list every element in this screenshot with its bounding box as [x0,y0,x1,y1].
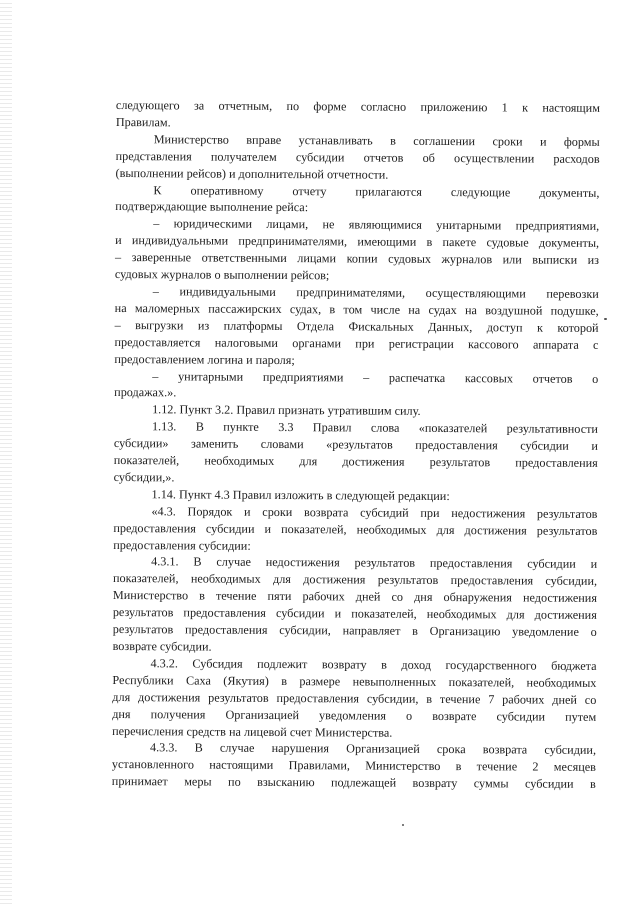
text-line: 4.3.3. В случае нарушения Организацией срока возврата субсидии, [149,740,597,758]
text-line: – заверенные ответственными лицами копии судовых журналов или выписки из [114,250,600,268]
text-line: подтверждающие выполнение рейса: [115,199,309,215]
text-line: дня получения Организацией уведомления о возврате субсидии путем [112,706,597,724]
text-line: 1.14. Пункт 4.3 Правил изложить в следующей редакции: [151,487,450,503]
text-line: субсидии,». [113,469,175,485]
text-line: Министерство в течение пяти рабочих дней со дня обнаружения недостижения [112,588,597,606]
scan-speck [402,824,404,826]
text-line: Правилам. [115,114,171,130]
text-line: показателей, необходимых для достижения результатов предоставления [113,453,598,470]
text-line: Министерство вправе устанавливать в соглашении сроки и формы [153,132,600,149]
text-line: возврате субсидии. [112,638,212,654]
text-line: Республики Саха (Якутия) в размере невыполненных показателей, необходимых [112,672,597,690]
document-body [112,97,600,793]
text-line: и индивидуальными предпринимателями, имеющими в пакете судовые документы, [115,233,600,251]
text-line: предоставляется налоговыми органами при регистрации кассового аппарата с [114,334,599,352]
text-line: перечисления средств на лицевой счет Министерства. [112,723,393,740]
text-line: результатов предоставления субсидии и показателей, необходимых для достижения [112,605,597,623]
text-line: 4.3.1. В случае недостижения результатов предоставления субсидии и [151,554,598,572]
text-line: установленного настоящими Правилами, Министерство в течение 2 месяцев [111,757,596,775]
scan-speck [604,318,607,320]
text-line: следующего за отчетным, по форме согласно приложению 1 к настоящим [115,97,600,115]
text-line: 4.3.2. Субсидия подлежит возврату в доход государственного бюджета [150,656,597,673]
text-line: – унитарными предприятиями – распечатка кассовых отчетов о [152,368,599,386]
text-line: (выполнении рейсов) и дополнительной отчетности. [115,165,389,182]
scan-edge-noise [0,0,12,905]
text-line: предоставления субсидии: [113,537,251,553]
text-line: на маломерных пассажирских судах, в том числе на судах на воздушной подушке, [114,300,599,318]
text-line: 1.12. Пункт 3.2. Правил признать утратившим силу. [152,402,421,419]
text-line: – индивидуальными предпринимателями, осуществляющими перевозки [152,284,599,301]
text-line: для достижения результатов предоставления субсидии, в течение 7 рабочих дней со [112,689,597,707]
text-line: 1.13. В пункте 3.3 Правил слова «показателей результативности [151,419,599,437]
text-line: предоставления субсидии и показателей, необходимых для достижения результатов [113,520,598,538]
text-line: судовых журналов о выполнении рейсов; [114,267,330,283]
text-line: К оперативному отчету прилагаются следующие документы, [153,182,600,200]
text-line: предоставлением логина и пароля; [114,351,295,367]
text-line: – юридическими лицами, не являющимися унитарными предприятиями, [153,216,600,234]
text-line: результатов предоставления субсидии, направляет в Организацию уведомление о [112,622,597,640]
text-line: субсидии» заменить словами «результатов предоставления субсидии и [113,436,598,454]
text-line: – выгрузки из платформы Отдела Фискальных Данных, доступ к которой [114,317,599,335]
text-line: показателей, необходимых для достижения результатов предоставления субсидии, [113,571,598,589]
text-line: «4.3. Порядок и сроки возврата субсидий при недостижения результатов [151,503,598,521]
text-line: принимает меры по взысканию подлежащей возврату суммы субсидии в [111,774,596,792]
text-line: продажах.». [114,385,177,400]
text-line: представления получателем субсидии отчетов об осуществлении расходов [115,148,600,166]
